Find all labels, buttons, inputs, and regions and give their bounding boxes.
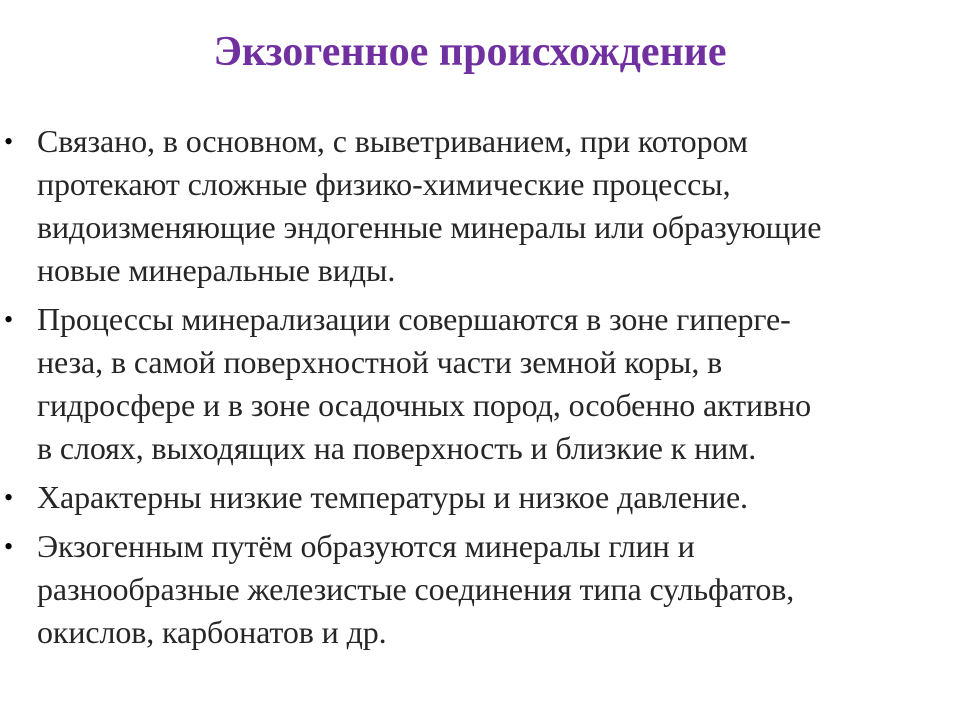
bullet-text-line: окислов, карбонатов и др. <box>37 614 387 650</box>
bullet-text-line: Характерны низкие температуры и низкое давление. <box>37 479 748 515</box>
bullet-item <box>0 525 960 654</box>
bullet-text-line: новые минеральные виды. <box>37 252 396 288</box>
bullet-icon: • <box>4 305 14 334</box>
bullet-text-line: видоизменяющие эндогенные минералы или образующие <box>37 209 822 245</box>
bullet-icon: • <box>4 532 14 561</box>
bullet-text-line: неза, в самой поверхностной части земной коры, в <box>37 344 723 380</box>
bullet-text-line: Связано, в основном, с выветриванием, при котором <box>37 123 748 159</box>
bullet-item <box>0 476 960 519</box>
slide-title: Экзогенное происхождение <box>213 29 727 75</box>
bullet-icon: • <box>4 483 14 512</box>
bullet-text-line: Процессы минерализации совершаются в зоне гиперге- <box>37 301 791 337</box>
bullet-text-line: разнообразные железистые соединения типа сульфатов, <box>37 571 795 607</box>
bullet-item <box>0 120 960 292</box>
bullet-text-line: Экзогенным путём образуются минералы глин и <box>37 528 695 564</box>
bullet-text-line: протекают сложные физико-химические процессы, <box>37 166 731 202</box>
bullet-text-line: в слоях, выходящих на поверхность и близкие к ним. <box>37 430 757 466</box>
bullet-icon: • <box>4 127 14 156</box>
bullet-item <box>0 298 960 470</box>
bullet-list <box>0 120 960 660</box>
bullet-text-line: гидросфере и в зоне осадочных пород, особенно активно <box>37 387 812 423</box>
